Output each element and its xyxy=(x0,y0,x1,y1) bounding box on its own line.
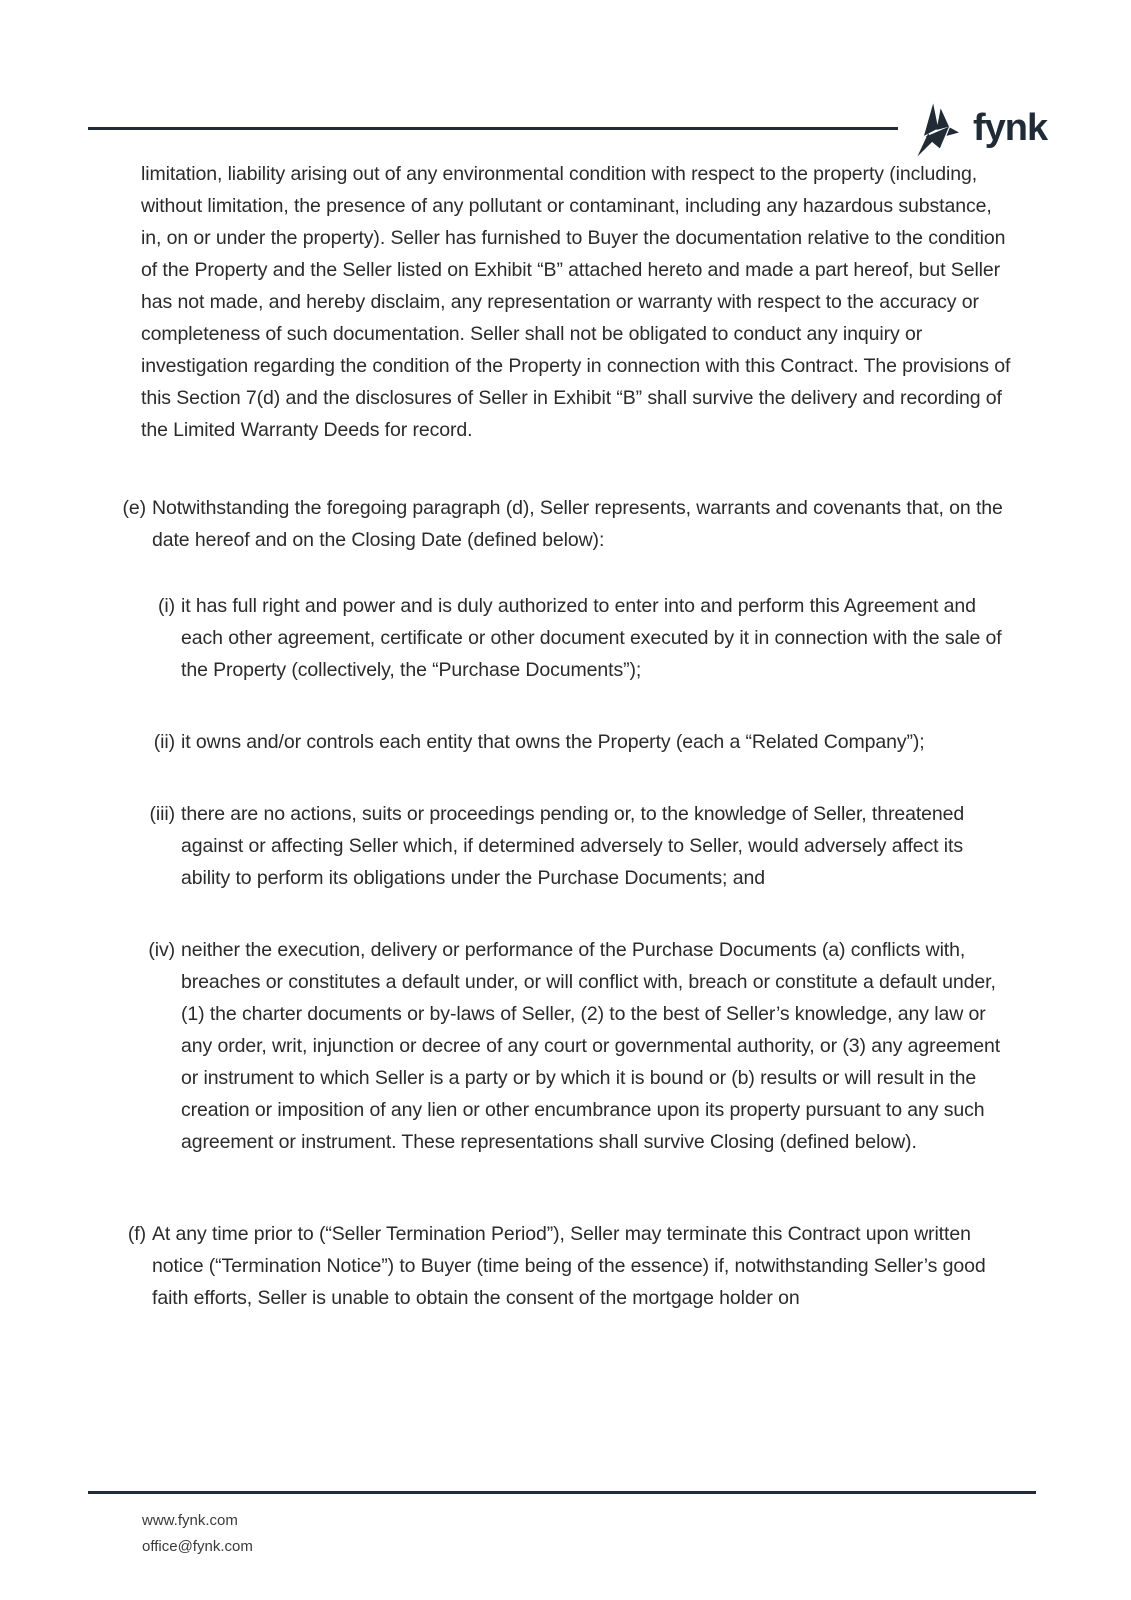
footer-email-link[interactable]: office@fynk.com xyxy=(142,1538,253,1555)
footer xyxy=(142,1508,253,1560)
fynk-logo xyxy=(914,102,1047,158)
clause-marker: (ii) xyxy=(153,731,175,753)
paragraph-text: limitation, liability arising out of any environmental condition with respect to the property (including, without limitation, the presence of any pollutant or contaminant, including any hazardous substance, in, on or under the property). Seller has furnished to Buyer the documentation relative to the condition of the Property and the Seller listed on Exhibit “B” attached hereto and made a part hereof, but Seller has not made, and hereby disclaim, any representation or warranty with respect to the accuracy or completeness of such documentation. Seller shall not be obligated to conduct any inquiry or investigation regarding the condition of the Property in connection with this Contract. The provisions of this Section 7(d) and the disclosures of Seller in Exhibit “B” shall survive the delivery and recording of the Limited Warranty Deeds for record. xyxy=(141,163,1011,441)
contract-body xyxy=(0,158,1131,1314)
footer-website-link[interactable]: www.fynk.com xyxy=(142,1512,238,1529)
clause-text: it owns and/or controls each entity that owns the Property (each a “Related Company”); xyxy=(181,731,925,753)
clause-i xyxy=(0,590,1011,686)
fynk-origami-bird-icon xyxy=(914,102,964,158)
paragraph-text: Notwithstanding the foregoing paragraph (d), Seller represents, warrants and covenants that, on the date hereof and on the Closing Date (defined below): xyxy=(152,497,1003,551)
paragraph-text: At any time prior to (“Seller Termination Period”), Seller may terminate this Contract upon written notice (“Termination Notice”) to Buyer (time being of the essence) if, notwithstanding Seller’s good faith efforts, Seller is unable to obtain the consent of the mortgage holder on xyxy=(152,1223,986,1309)
clause-ii xyxy=(0,726,1011,758)
fynk-logo-text: fynk xyxy=(973,107,1048,149)
clause-text: it has full right and power and is duly authorized to enter into and perform this Agreement and each other agreement, certificate or other document executed by it in connection with the sale of the Property (collectively, the “Purchase Documents”); xyxy=(181,595,1002,681)
clause-marker: (iii) xyxy=(149,803,175,825)
paragraph-f xyxy=(0,1218,1011,1314)
clause-text: neither the execution, delivery or performance of the Purchase Documents (a) conflicts with, breaches or constitutes a default under, or will conflict with, breach or constitute a default under, (1) the charter documents or by-laws of Seller, (2) to the best of Seller’s knowledge, any law or any order, writ, injunction or decree of any court or governmental authority, or (3) any agreement or instrument to which Seller is a party or by which it is bound or (b) results or will result in the creation or imposition of any lien or other encumbrance upon its property pursuant to any such agreement or instrument. These representations shall survive Closing (defined below). xyxy=(181,939,1001,1153)
clause-marker: (iv) xyxy=(148,939,175,961)
clause-iv xyxy=(0,934,1011,1158)
footer-rule xyxy=(88,1491,1036,1494)
clause-iii xyxy=(0,798,1011,894)
clause-text: there are no actions, suits or proceedings pending or, to the knowledge of Seller, threatened against or affecting Seller which, if determined adversely to Seller, would adversely affect its ability to perform its obligations under the Purchase Documents; and xyxy=(181,803,965,889)
paragraph-e xyxy=(0,492,1011,556)
clause-marker: (i) xyxy=(157,595,175,617)
paragraph-d-continuation xyxy=(141,158,1011,446)
paragraph-marker: (e) xyxy=(122,497,146,519)
header-rule xyxy=(88,127,898,130)
paragraph-marker: (f) xyxy=(127,1223,146,1245)
